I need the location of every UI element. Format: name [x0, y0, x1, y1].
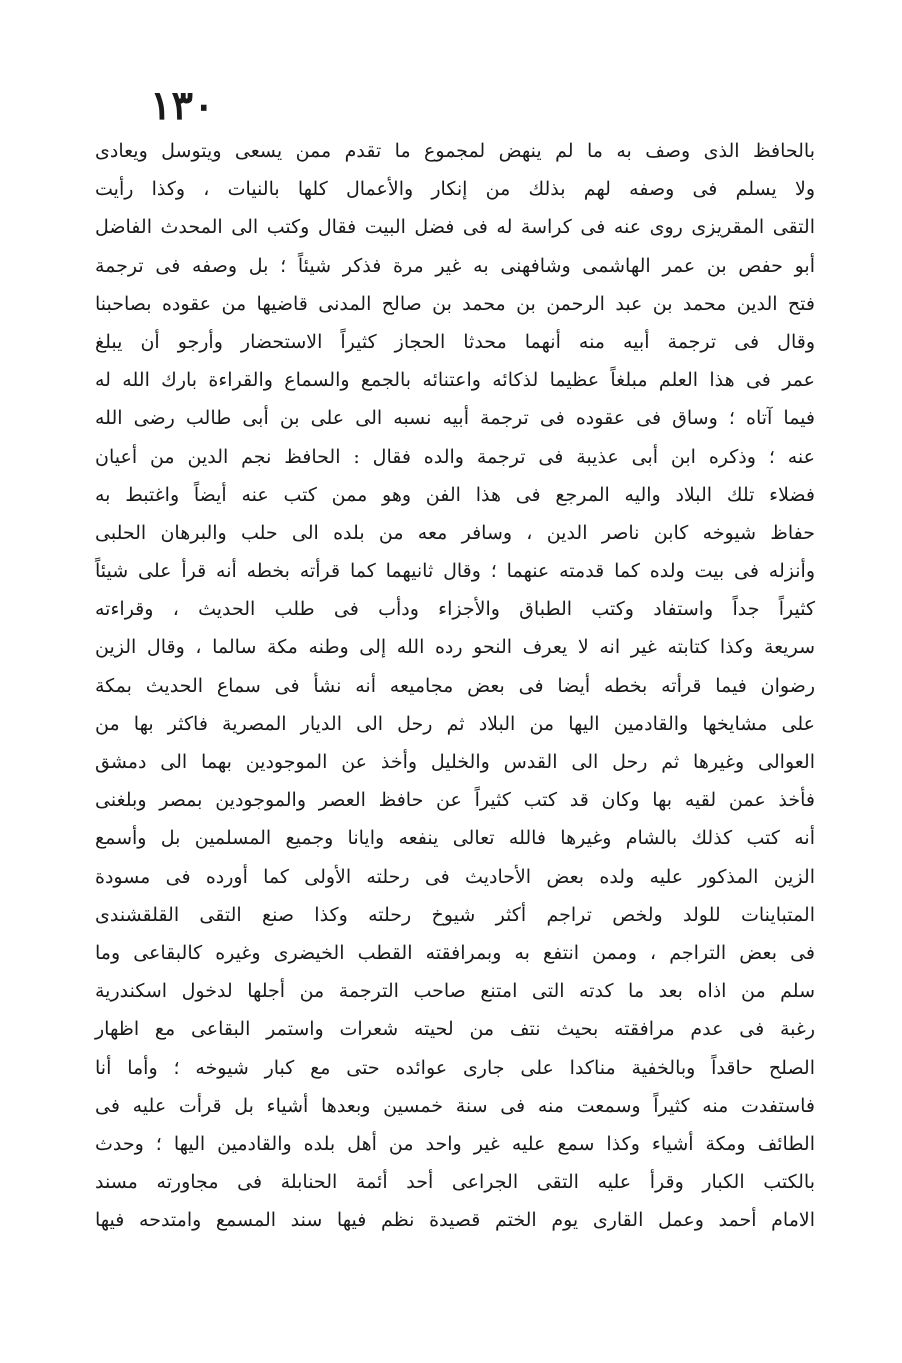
text-line: فتح الدين محمد بن عبد الرحمن بن محمد بن صالح المدنى قاضيها من عقوده بصاحبنا [95, 292, 815, 315]
text-line: رغبة فى عدم مرافقته بحيث نتف من لحيته شعرات واستمر البقاعى مع اظهار [95, 1018, 815, 1041]
text-line: المتباينات للولد ولخص تراجم أكثر شيوخ رحلته وكذا صنع التقى القلقشندى [95, 903, 815, 926]
text-line: التقى المقريزى روى عنه فى كراسة له فى فضل البيت فقال وكتب الى المحدث الفاضل [95, 216, 815, 239]
text-line: فأخذ عمن لقيه بها وكان قد كتب كثيراً عن حافظ العصر والموجودين بمصر وبلغنى [95, 789, 815, 812]
text-line: فاستفدت منه كثيراً وسمعت منه فى سنة خمسين وبعدها أشياء بل قرأت عليه فى [95, 1094, 815, 1117]
text-line: الامام أحمد وعمل القارى يوم الختم قصيدة نظم فيها سند المسمع وامتدحه فيها [95, 1209, 815, 1232]
page-number: ١٣٠ [150, 82, 215, 129]
text-line: فى بعض التراجم ، وممن انتفع به وبمرافقته القطب الخيضرى وغيره كالبقاعى وما [95, 941, 815, 964]
text-line: الطائف ومكة أشياء وكذا سمع عليه غير واحد من أهل بلده والقادمين اليها ؛ وحدث [95, 1132, 815, 1155]
text-line: رضوان فيما قرأته بخطه أيضا فى بعض مجاميعه أنه نشأ فى سماع الحديث بمكة [95, 674, 815, 697]
text-line: ولا يسلم فى وصفه لهم بذلك من إنكار والأعمال كلها بالنيات ، وكذا رأيت [95, 178, 815, 201]
text-line: سريعة وكذا كتابته غير انه لا يعرف النحو رده الله إلى وطنه مكة سالما ، وقال الزين [95, 636, 815, 659]
text-line: عمر فى هذا العلم مبلغاً عظيما لذكائه واعتنائه بالجمع والسماع والقراءة بارك الله له [95, 369, 815, 392]
text-line: حفاظ شيوخه كابن ناصر الدين ، وسافر معه من بلده الى حلب والبرهان الحلبى [95, 521, 815, 544]
text-line: بالكتب الكبار وقرأ عليه التقى الجراعى أحد أئمة الحنابلة فى مجاورته مسند [95, 1171, 815, 1194]
text-line: فيما آتاه ؛ وساق فى عقوده فى ترجمة أبيه نسبه الى على بن أبى طالب رضى الله [95, 407, 815, 430]
text-line: الزين المذكور عليه ولده بعض الأحاديث فى رحلته الأولى كما أورده فى مسودة [95, 865, 815, 888]
text-line: بالحافظ الذى وصف به ما لم ينهض لمجموع ما تقدم ممن يسعى ويتوسل ويعادى [95, 140, 815, 162]
text-line: العوالى وغيرها ثم رحل الى القدس والخليل وأخذ عن الموجودين بهما الى دمشق [95, 751, 815, 773]
text-line: عنه ؛ وذكره ابن أبى عذيبة فى ترجمة والده فقال : الحافظ نجم الدين من أعيان [95, 445, 815, 468]
text-line: كثيراً جداً واستفاد وكتب الطباق والأجزاء ودأب فى طلب الحديث ، وقراءته [95, 598, 815, 621]
text-line: الصلح حاقداً وبالخفية مناكدا على جارى عوائده حتى مع كبار شيوخه ؛ وأما أنا [95, 1056, 815, 1079]
text-line: سلم من اذاه بعد ما كدته التى امتنع صاحب الترجمة من أجلها لدخول اسكندرية [95, 980, 815, 1003]
text-line: وقال فى ترجمة أبيه منه أنهما محدثا الحجاز كثيراً الاستحضار وأرجو أن يبلغ [95, 330, 815, 353]
text-line: على مشايخها والقادمين اليها من البلاد ثم رحل الى الديار المصرية فاكثر بها من [95, 712, 815, 735]
text-line: أبو حفص بن عمر الهاشمى وشافهنى به غير مرة فذكر شيئاً ؛ بل وصفه فى ترجمة [95, 254, 815, 277]
text-line: أنه كتب كذلك بالشام وغيرها فالله تعالى ينفعه وايانا وجميع المسلمين بل وأسمع [95, 827, 815, 850]
text-line: وأنزله فى بيت ولده كما قدمته عنهما ؛ وقال ثانيهما كما قرأته بخطه أنه قرأ على شيئاً [95, 560, 815, 583]
text-line: فضلاء تلك البلاد واليه المرجع فى هذا الفن وهو ممن كتب عنه أيضاً واغتبط به [95, 483, 815, 506]
page-text-block [95, 132, 815, 1239]
